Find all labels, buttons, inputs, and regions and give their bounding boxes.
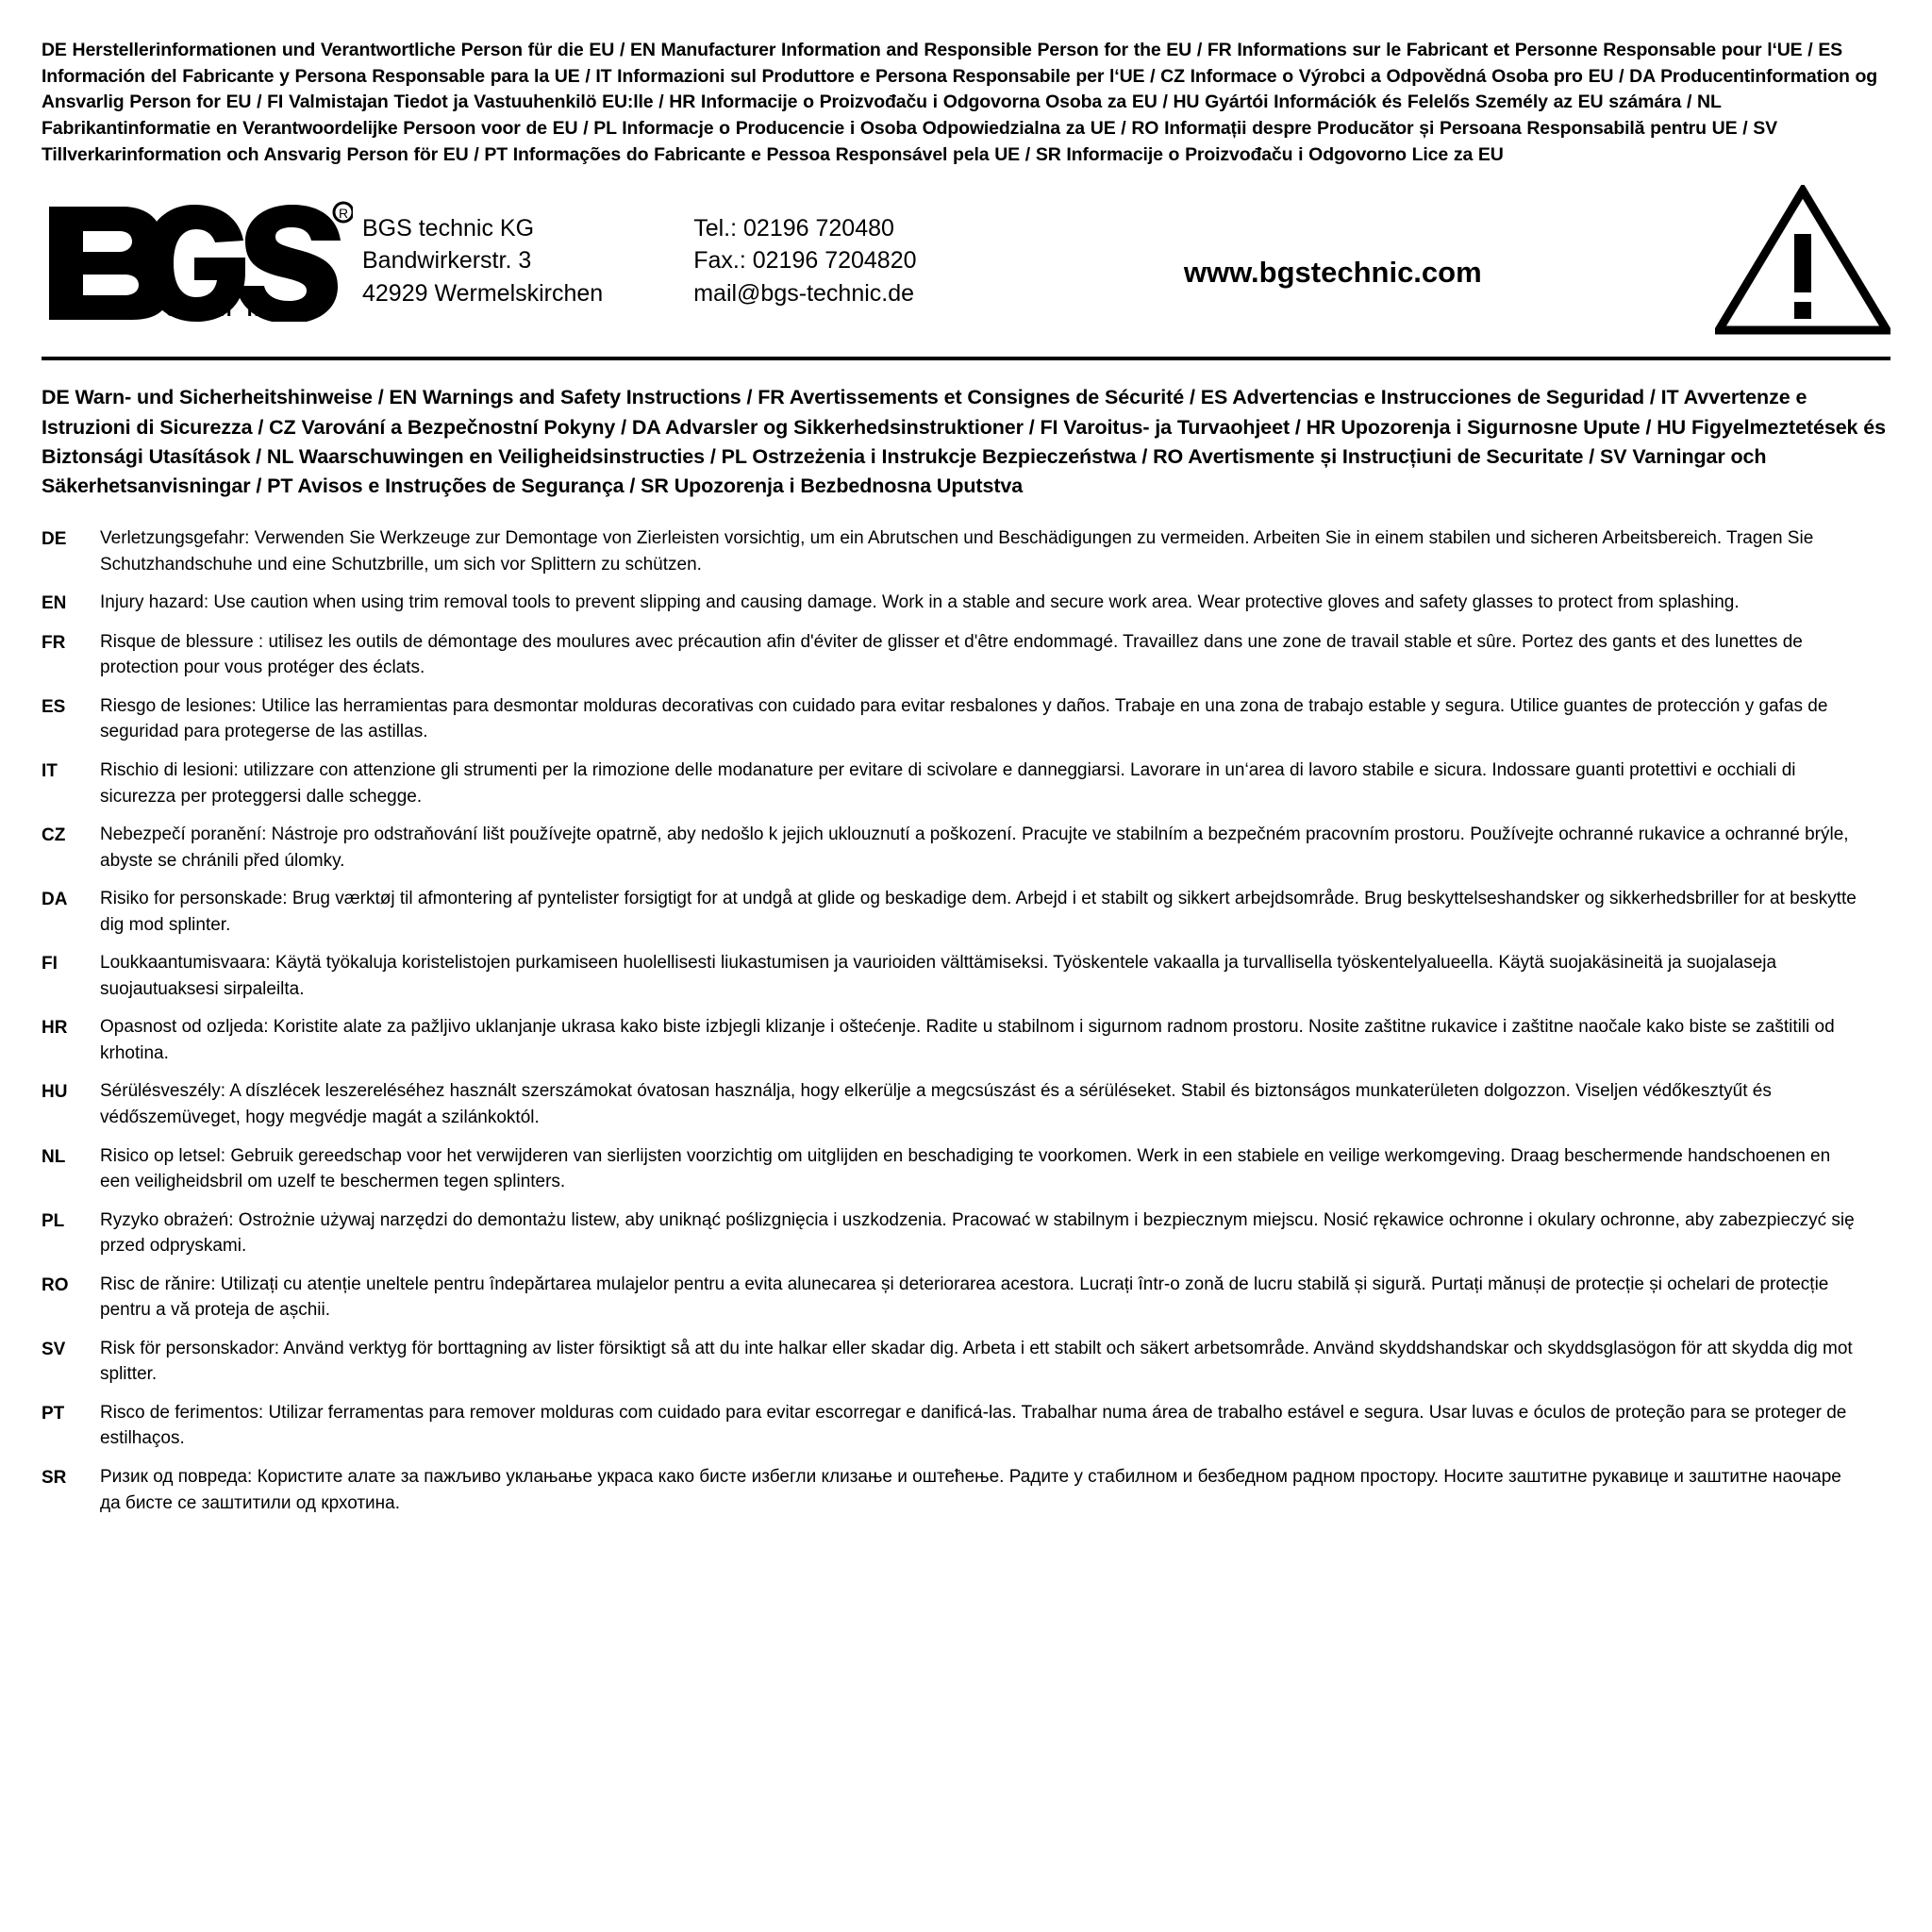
- language-code: RO: [42, 1274, 69, 1295]
- list-item: [42, 629, 1890, 681]
- language-code: SV: [42, 1339, 66, 1359]
- list-item: [42, 693, 1890, 745]
- language-text: Ризик од повреда: Користите алате за пажљиво уклањање украса како бисте избегли клизање и оштећење. Радите у стабилном и безбедном радном простору. Носите заштитне рукавице и заштитне наочаре да бисте се заштитили од крхотина.: [100, 1466, 1841, 1513]
- language-code: DE: [42, 529, 67, 550]
- list-item: [42, 1336, 1890, 1388]
- company-address: [353, 212, 603, 310]
- manufacturer-info-heading: DE Herstellerinformationen und Verantwortliche Person für die EU / EN Manufacturer Information and Responsible Person for the EU / FR Informations sur le Fabricant et Personne Responsable pour l‘UE / ES Información del Fabricante y Persona Responsable para la UE / IT Informazioni sul Produttore e Persona Responsabile per l‘UE / CZ Informace o Výrobci a Odpovědná Osoba pro EU / DA Producentinformation og Ansvarlig Person for EU / FI Valmistajan Tiedot ja Vastuuhenkilö EU:lle / HR Informacije o Proizvođaču i Odgovorna Osoba za EU / HU Gyártói Információk és Felelős Személy az EU számára / NL Fabrikantinformatie en Verantwoordelijke Persoon voor de EU / PL Informacje o Producencie i Osoba Odpowiedzialna za UE / RO Informații despre Producător și Persoana Responsabilă pentru UE / SV Tillverkarinformation och Ansvarig Person för EU / PT Informações do Fabricante e Pessoa Responsável pela UE / SR Informacije o Proizvođaču i Odgovorno Lice za EU: [42, 40, 1878, 165]
- language-text: Ryzyko obrażeń: Ostrożnie używaj narzędzi do demontażu listew, aby uniknąć poślizgnięcia i uszkodzenia. Pracować w stabilnym i bezpiecznym miejscu. Nosić rękawice ochronne i okulary ochronne, aby zabezpieczyć się przed odpryskami.: [100, 1209, 1855, 1257]
- company-street: Bandwirkerstr. 3: [362, 247, 532, 275]
- language-code: NL: [42, 1146, 66, 1167]
- language-code: SR: [42, 1467, 67, 1488]
- company-city: 42929 Wermelskirchen: [362, 279, 604, 307]
- language-text: Risque de blessure : utilisez les outils de démontage des moulures avec précaution afin d'éviter de glisser et d'être endommagé. Travaillez dans une zone de travail stable et sûre. Portez des gants et des lunettes de protection pour vous protéger des éclats.: [100, 631, 1803, 678]
- language-text: Risiko for personskade: Brug værktøj til afmontering af pyntelister forsigtigt for at undgå at glide og beskadige dem. Arbejd i et stabilt og sikkert arbejdsområde. Brug beskyttelseshandsker og sikkerhedsbriller for at beskytte dig mod splinter.: [100, 889, 1857, 935]
- language-text: Risc de rănire: Utilizați cu atenție uneltele pentru îndepărtarea mulajelor pentru a evita alunecarea și deteriorarea acestora. Lucrați într-o zonă de lucru stabilă și sigură. Purtați mănuși de protecție și ochelari de protecție pentru a vă proteja de așchii.: [100, 1274, 1829, 1321]
- language-code: PT: [42, 1403, 65, 1424]
- list-item: [42, 950, 1890, 1002]
- language-text: Verletzungsgefahr: Verwenden Sie Werkzeuge zur Demontage von Zierleisten vorsichtig, um ein Abrutschen und Beschädigungen zu vermeiden. Arbeiten Sie in einem stabilen und sicheren Arbeitsbereich. Tragen Sie Schutzhandschuhe und eine Schutzbrille, um sich vor Splittern zu schützen.: [100, 528, 1814, 575]
- list-item: [42, 590, 1890, 617]
- safety-instructions-list: [42, 525, 1890, 1516]
- language-code: FR: [42, 632, 66, 653]
- company-tel: Tel.: 02196 720480: [693, 214, 894, 242]
- warning-triangle-icon: [1711, 185, 1890, 336]
- language-code: DA: [42, 890, 68, 910]
- list-item: [42, 1400, 1890, 1452]
- language-text: Rischio di lesioni: utilizzare con attenzione gli strumenti per la rimozione delle modanature per evitare di scivolare e danneggiarsi. Lavorare in un‘area di lavoro stabile e sicura. Indossare guanti protettivi e occhiali di sicurezza per proteggersi dalle schegge.: [100, 759, 1796, 807]
- language-text: Sérülésveszély: A díszlécek leszereléséhez használt szerszámokat óvatosan használja, hogy elkerülje a megcsúszást és a sérüléseket. Stabil és biztonságos munkaterületen dolgozzon. Viseljen védőkesztyűt és védőszemüveget, hogy megvédje magát a szilánkoktól.: [100, 1081, 1772, 1127]
- list-item: [42, 1464, 1890, 1516]
- bgs-logo-subtext: t e c h n i c: [143, 297, 312, 322]
- company-contact-band: [42, 185, 1890, 360]
- list-item: [42, 1208, 1890, 1259]
- list-item: [42, 1143, 1890, 1195]
- list-item: [42, 1078, 1890, 1130]
- company-contact: [603, 212, 916, 310]
- svg-text:R: R: [338, 206, 349, 222]
- warnings-heading: DE Warn- und Sicherheitshinweise / EN Warnings and Safety Instructions / FR Avertissements et Consignes de Sécurité / ES Advertencias e Instrucciones de Seguridad / IT Avvertenze e Istruzioni di Sicurezza / CZ Varování a Bezpečnostní Pokyny / DA Advarsler og Sikkerhedsinstruktioner / FI Varoitus- ja Turvaohjeet / HR Upozorenja i Sigurnosne Upute / HU Figyelmeztetések és Biztonsági Utasítások / NL Waarschuwingen en Veiligheidsinstructies / PL Ostrzeżenia i Instrukcje Bezpieczeństwa / RO Avertismente și Instrucțiuni de Securitate / SV Varningar och Säkerhetsanvisningar / PT Avisos e Instruções de Segurança / SR Upozorenja i Bezbednosna Uputstva: [42, 386, 1887, 497]
- language-text: Loukkaantumisvaara: Käytä työkaluja koristelistojen purkamiseen huolellisesti liukastumisen ja vaurioiden välttämiseksi. Työskentele vakaalla ja turvallisella työskentelyalueella. Käytä suojakäsineitä ja suojalaseja suojautuaksesi sirpaleilta.: [100, 953, 1777, 999]
- list-item: [42, 886, 1890, 938]
- company-website[interactable]: www.bgstechnic.com: [1183, 256, 1482, 290]
- language-code: FI: [42, 954, 58, 974]
- company-email[interactable]: mail@bgs-technic.de: [693, 279, 915, 307]
- bgs-logo: [42, 199, 353, 322]
- language-code: HU: [42, 1082, 68, 1103]
- list-item: [42, 1014, 1890, 1066]
- list-item: [42, 525, 1890, 577]
- language-text: Injury hazard: Use caution when using trim removal tools to prevent slipping and causing damage. Work in a stable and secure work area. Wear protective gloves and safety glasses to protect from splashing.: [100, 592, 1740, 613]
- language-code: EN: [42, 593, 67, 614]
- language-code: IT: [42, 760, 58, 781]
- language-text: Nebezpečí poranění: Nástroje pro odstraňování lišt používejte opatrně, aby nedošlo k jejich uklouznutí a poškození. Pracujte ve stabilním a bezpečném pracovním prostoru. Používejte ochranné rukavice a ochranné brýle, abyste se chránili před úlomky.: [100, 824, 1849, 871]
- company-name: BGS technic KG: [362, 214, 535, 242]
- language-code: PL: [42, 1210, 65, 1231]
- language-text: Riesgo de lesiones: Utilice las herramientas para desmontar molduras decorativas con cuidado para evitar resbalones y daños. Trabaje en una zona de trabajo estable y segura. Utilice guantes de protección y gafas de seguridad para protegerse de las astillas.: [100, 695, 1828, 742]
- company-fax: Fax.: 02196 7204820: [693, 247, 917, 275]
- language-text: Opasnost od ozljeda: Koristite alate za pažljivo uklanjanje ukrasa kako biste izbjegli klizanje i oštećenje. Radite u stabilnom i sigurnom radnom prostoru. Nosite zaštitne rukavice i zaštitne naočale kako biste se zaštitili od krhotina.: [100, 1017, 1835, 1063]
- list-item: [42, 758, 1890, 809]
- language-code: ES: [42, 696, 66, 717]
- list-item: [42, 822, 1890, 874]
- language-text: Risk för personskador: Använd verktyg för borttagning av lister försiktigt så att du inte halkar eller skadar dig. Arbeta i ett stabilt och säkert arbetsområde. Använd skyddshandskar och skyddsglasögon för att skydda dig mot splitter.: [100, 1338, 1853, 1385]
- language-code: HR: [42, 1018, 68, 1039]
- language-text: Risco de ferimentos: Utilizar ferramentas para remover molduras com cuidado para evitar escorregar e danificá-las. Trabalhar numa área de trabalho estável e segura. Usar luvas e óculos de proteção para se proteger de estilhaços.: [100, 1402, 1847, 1449]
- language-text: Risico op letsel: Gebruik gereedschap voor het verwijderen van sierlijsten voorzichtig om uitglijden en beschadiging te voorkomen. Werk in een stabiele en veilige werkomgeving. Draag beschermende handschoenen en een veiligheidsbril om uzelf te beschermen tegen splinters.: [100, 1145, 1831, 1192]
- list-item: [42, 1272, 1890, 1324]
- language-code: CZ: [42, 825, 66, 846]
